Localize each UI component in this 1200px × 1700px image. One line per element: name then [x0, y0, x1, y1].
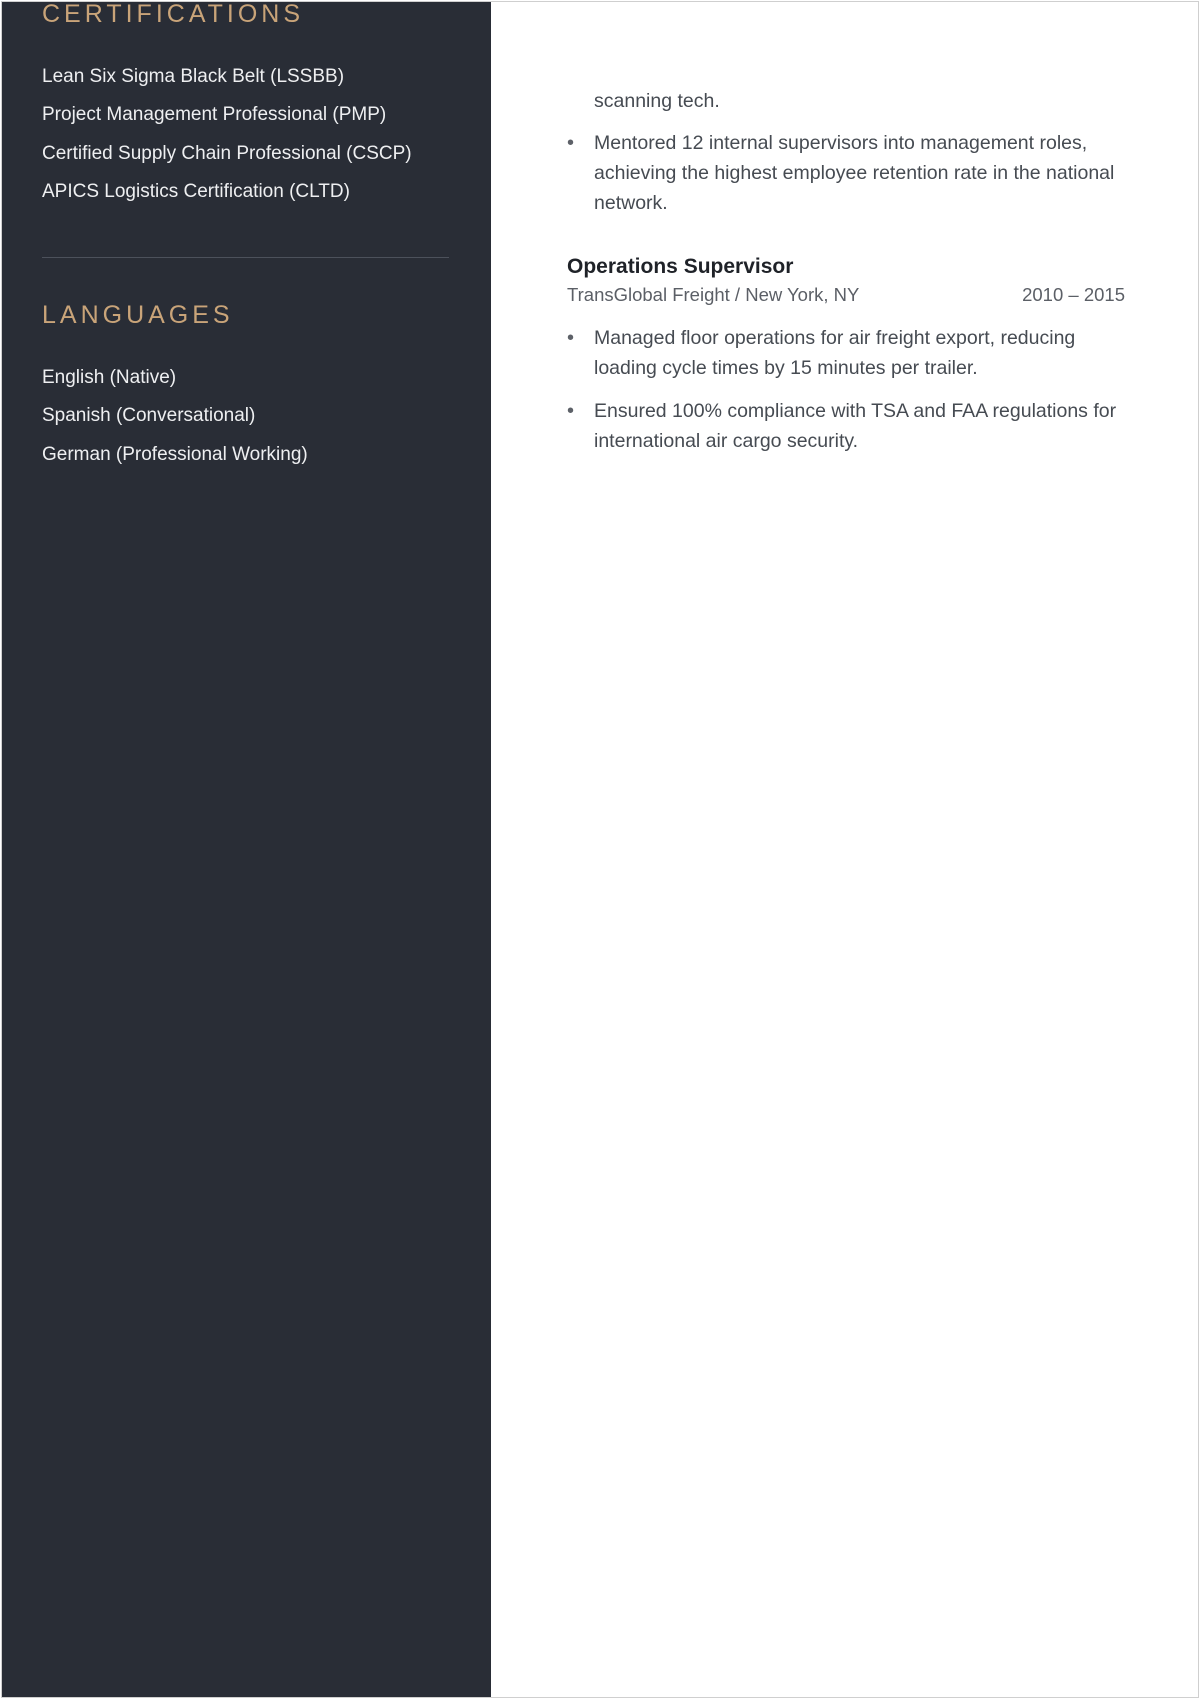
bullet-dot-icon: •: [567, 400, 575, 422]
certification-item: Project Management Professional (PMP): [42, 104, 387, 126]
bullet-text: Managed floor operations for air freight export, reducing loading cycle times by 15 minutes per trailer.: [594, 327, 1076, 379]
bullet-text: Ensured 100% compliance with TSA and FAA regulations for international air cargo security.: [594, 400, 1117, 452]
resume-page: [1, 1, 1199, 1698]
job-title: Operations Supervisor: [567, 255, 794, 278]
language-item: Spanish (Conversational): [42, 405, 256, 427]
bullet-dot-icon: •: [567, 327, 575, 349]
certification-item: Lean Six Sigma Black Belt (LSSBB): [42, 66, 345, 87]
bullet-item: [567, 323, 1125, 383]
continued-bullet-text: scanning tech.: [594, 90, 720, 112]
bullet-text: Mentored 12 internal supervisors into management roles, achieving the highest employee retention rate in the national network.: [594, 132, 1115, 214]
languages-list: [42, 359, 308, 474]
bullet-item: [567, 128, 1125, 218]
job-bullets: [567, 323, 1125, 456]
bullet-dot-icon: •: [567, 132, 575, 154]
certification-item: APICS Logistics Certification (CLTD): [42, 180, 350, 202]
job-dates: 2010 – 2015: [1022, 284, 1125, 305]
certifications-list: [42, 58, 412, 211]
job-company-location: TransGlobal Freight / New York, NY: [567, 284, 860, 305]
previous-job-bullets: [567, 128, 1125, 218]
sidebar-divider: [42, 257, 449, 258]
bullet-item: [567, 396, 1125, 456]
certification-item: Certified Supply Chain Professional (CSCP): [42, 142, 412, 164]
resume-sidebar: [2, 2, 491, 1697]
languages-heading: LANGUAGES: [42, 301, 234, 329]
job-meta: [567, 284, 1125, 306]
certifications-heading: CERTIFICATIONS: [42, 1, 305, 28]
language-item: German (Professional Working): [42, 443, 308, 465]
language-item: English (Native): [42, 367, 177, 388]
